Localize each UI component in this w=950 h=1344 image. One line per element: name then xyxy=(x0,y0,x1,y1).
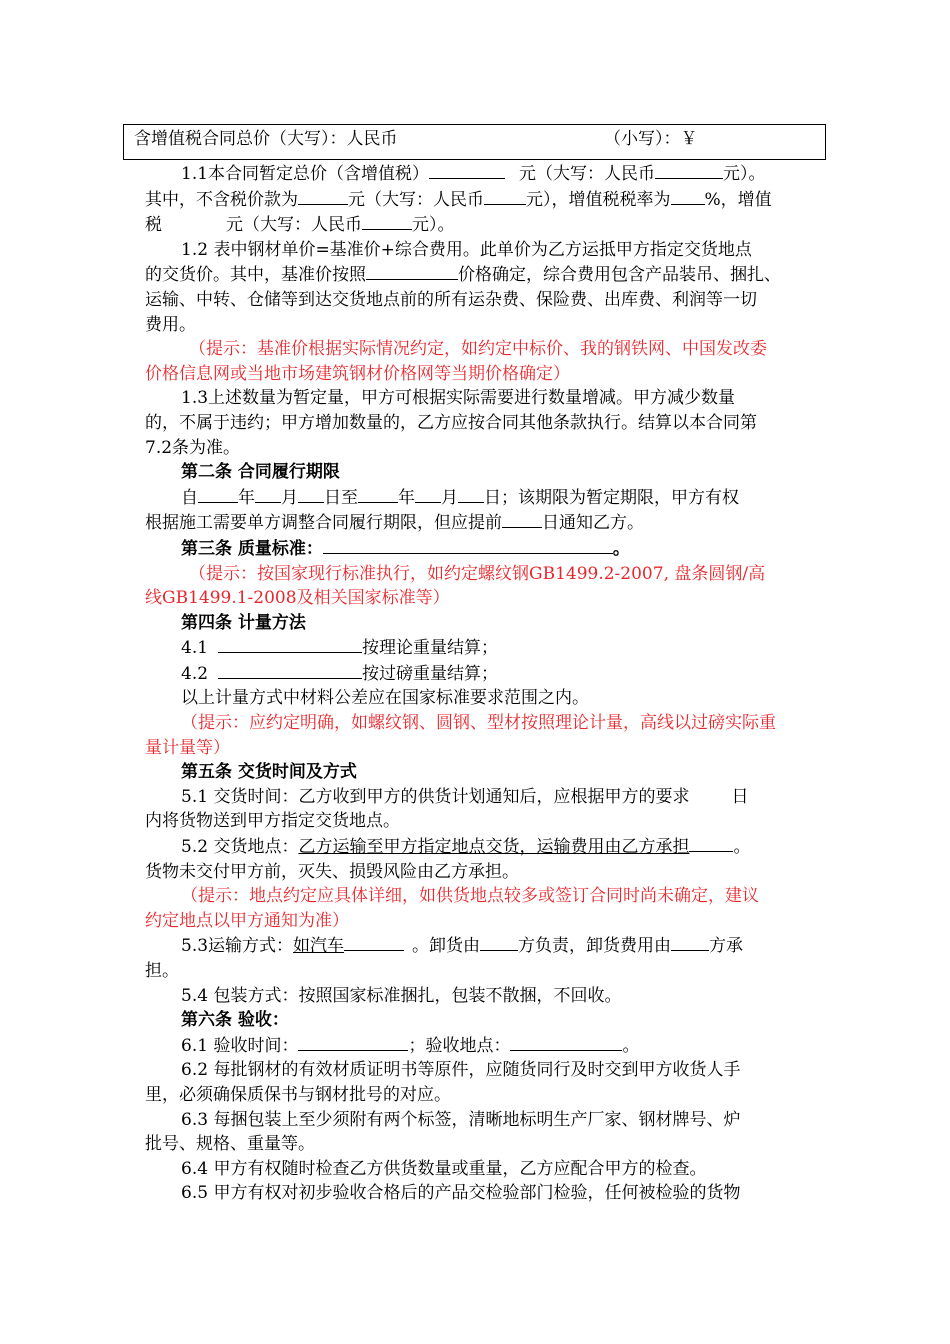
paragraph-6-2: 6.2 每批钢材的有效材质证明书等原件，应随货同行及时交到甲方收货人手 xyxy=(181,1060,741,1081)
paragraph-1-2-line2: 的交货价。其中，基准价按照 价格确定，综合费用包含产品装吊、捆扎、 xyxy=(145,262,817,288)
paragraph-5-2: 5.2 交货地点：乙方运输至甲方指定地点交货，运输费用由乙方承担 。 xyxy=(145,834,817,860)
paragraph-6-2-line2: 里，必须确保质保书与钢材批号的对应。 xyxy=(145,1084,451,1105)
paragraph-6-1: 6.1 验收时间： ；验收地点： 。 xyxy=(145,1033,817,1059)
paragraph-5-3-line2: 担。 xyxy=(145,961,179,981)
paragraph-6-3-line2: 批号、规格、重量等。 xyxy=(145,1134,315,1155)
hint-base-price: （提示：基准价根据实际情况约定，如约定中标价、我的钢铁网、中国发改委 xyxy=(189,339,767,360)
hint-base-price-line2: 价格信息网或当地市场建筑钢材价格网等当期价格确定） xyxy=(145,363,570,384)
paragraph-6-5: 6.5 甲方有权对初步验收合格后的产品交检验部门检验，任何被检验的货物 xyxy=(181,1183,741,1204)
article-5-heading: 第五条 交货时间及方式 xyxy=(181,762,357,783)
paragraph-term-line2: 根据施工需要单方调整合同履行期限，但应提前 日通知乙方。 xyxy=(145,510,817,536)
paragraph-1-3: 1.3上述数量为暂定量，甲方可根据实际需要进行数量增减。甲方减少数量 xyxy=(181,388,736,409)
paragraph-4-1: 4.1 按理论重量结算； xyxy=(145,635,817,661)
paragraph-4-2: 4.2 按过磅重量结算； xyxy=(145,661,817,687)
paragraph-5-1-line2: 内将货物送到甲方指定交货地点。 xyxy=(145,811,400,832)
total-uppercase-label: 含增值税合同总价（大写）：人民币 xyxy=(134,129,398,149)
article-6-heading: 第六条 验收： xyxy=(181,1010,289,1031)
paragraph-5-2-line2: 货物未交付甲方前，灭失、损毁风险由乙方承担。 xyxy=(145,861,519,882)
total-lowercase-label: （小写）：￥ xyxy=(604,129,698,149)
hint-delivery-location: （提示：地点约定应具体详细，如供货地点较多或签订合同时尚未确定，建议 xyxy=(181,886,759,907)
paragraph-1-1: 1.1本合同暂定总价（含增值税） 元（大写：人民币 元）。 xyxy=(145,161,817,187)
paragraph-5-4: 5.4 包装方式：按照国家标准捆扎，包装不散捆，不回收。 xyxy=(181,985,622,1006)
paragraph-1-2: 1.2 表中钢材单价=基准价+综合费用。此单价为乙方运抵甲方指定交货地点 xyxy=(181,239,752,260)
paragraph-1-2-line4: 费用。 xyxy=(145,314,196,335)
article-2-heading: 第二条 合同履行期限 xyxy=(181,462,340,483)
article-4-heading: 第四条 计量方法 xyxy=(181,612,306,633)
contract-body xyxy=(145,161,817,1206)
paragraph-6-3: 6.3 每捆包装上至少须附有两个标签，清晰地标明生产厂家、钢材牌号、炉 xyxy=(181,1109,741,1130)
contract-total-price-box xyxy=(123,124,826,160)
paragraph-6-4: 6.4 甲方有权随时检查乙方供货数量或重量，乙方应配合甲方的检查。 xyxy=(181,1158,707,1179)
hint-measurement-line2: 量计量等） xyxy=(145,737,230,758)
paragraph-1-3-line2: 的，不属于违约；甲方增加数量的，乙方应按合同其他条款执行。结算以本合同第 xyxy=(145,412,757,433)
hint-quality-line2: 线GB1499.1-2008及相关国家标准等） xyxy=(145,588,450,609)
paragraph-1-1-line2: 其中，不含税价款为 元（大写：人民币 元），增值税税率为 %，增值 xyxy=(145,187,817,213)
article-3-heading: 第三条 质量标准： 。 xyxy=(145,536,817,562)
hint-quality: （提示：按国家现行标准执行，如约定螺纹钢GB1499.2-2007, 盘条圆钢/高 xyxy=(189,563,766,584)
paragraph-1-1-line3: 税 元（大写：人民币 元）。 xyxy=(145,212,817,238)
paragraph-tolerance: 以上计量方式中材料公差应在国家标准要求范围之内。 xyxy=(181,688,589,709)
paragraph-1-3-line3: 7.2条为准。 xyxy=(145,437,241,458)
paragraph-5-3: 5.3运输方式：如汽车 。卸货由 方负责，卸货费用由 方承 xyxy=(145,933,817,959)
hint-delivery-location-line2: 约定地点以甲方通知为准） xyxy=(145,910,349,931)
paragraph-5-1: 5.1 交货时间：乙方收到甲方的供货计划通知后，应根据甲方的要求 日 xyxy=(181,786,749,807)
paragraph-1-2-line3: 运输、中转、仓储等到达交货地点前的所有运杂费、保险费、出库费、利润等一切 xyxy=(145,289,757,310)
paragraph-term: 自 年 月 日至 年 月 日；该期限为暂定期限，甲方有权 xyxy=(145,485,817,511)
hint-measurement: （提示：应约定明确，如螺纹钢、圆钢、型材按照理论计量，高线以过磅实际重 xyxy=(181,713,776,734)
